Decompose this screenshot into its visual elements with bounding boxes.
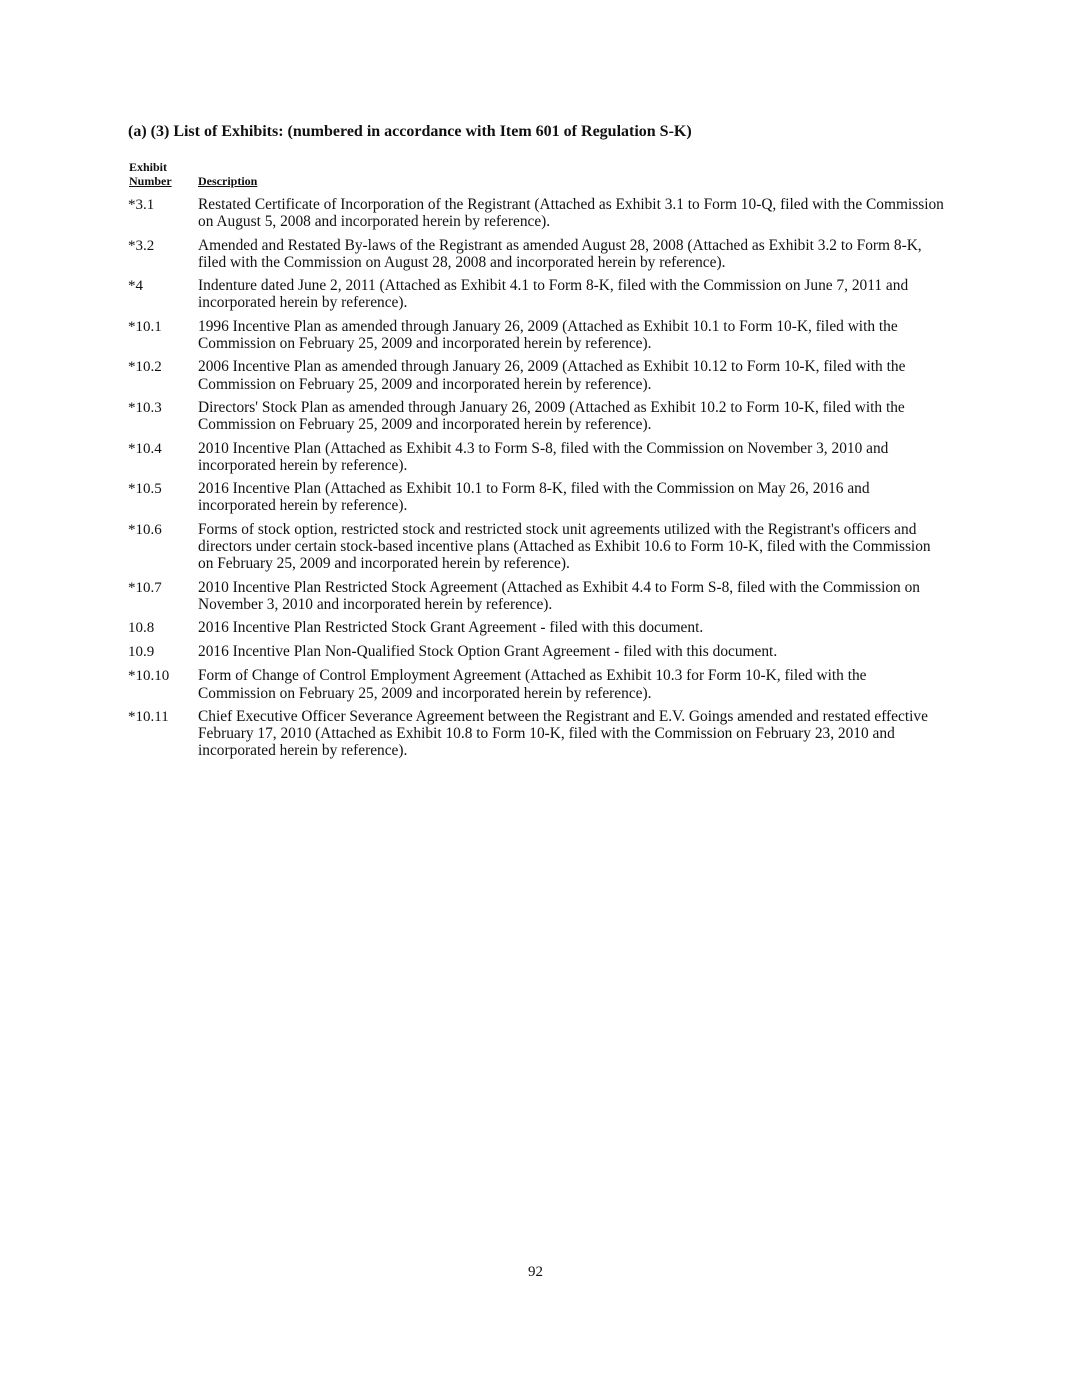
exhibit-row xyxy=(128,277,948,312)
exhibit-number: *10.11 xyxy=(128,708,169,725)
exhibit-number: *10.3 xyxy=(128,399,162,416)
exhibit-description: 2010 Incentive Plan Restricted Stock Agreement (Attached as Exhibit 4.4 to Form S-8, filed with the Commission on November 3, 2010 and incorporated herein by reference). xyxy=(198,578,920,613)
exhibit-number: *4 xyxy=(128,278,143,295)
exhibit-row xyxy=(128,579,948,614)
exhibit-number: *10.2 xyxy=(128,359,162,376)
exhibit-number: *3.2 xyxy=(128,237,155,254)
exhibit-number: 10.9 xyxy=(128,644,155,661)
exhibit-row xyxy=(128,440,948,475)
exhibit-row xyxy=(128,358,948,393)
exhibit-row xyxy=(128,196,948,231)
description-column-header: Description xyxy=(198,174,258,188)
exhibit-description: Directors' Stock Plan as amended through January 26, 2009 (Attached as Exhibit 10.2 to Form 10-K, filed with the Commission on February 25, 2009 and incorporated herein by reference). xyxy=(198,398,905,434)
exhibit-row xyxy=(128,667,948,702)
exhibit-description: 2016 Incentive Plan Restricted Stock Grant Agreement - filed with this document. xyxy=(198,619,704,637)
exhibit-description: Indenture dated June 2, 2011 (Attached as Exhibit 4.1 to Form 8-K, filed with the Commission on June 7, 2011 and incorporated herein by reference). xyxy=(198,277,909,312)
column-header-line2: Number xyxy=(129,174,172,188)
exhibit-number: *10.6 xyxy=(128,521,162,538)
exhibit-description: Forms of stock option, restricted stock and restricted stock unit agreements utilized with the Registrant's officers and directors under certain stock-based incentive plans (Attached as Exhibit 10.6 to Form 10-K, filed with the Commission on February 25, 2009 and incorporated herein by reference). xyxy=(198,520,931,573)
exhibit-description: 2016 Incentive Plan (Attached as Exhibit 10.1 to Form 8-K, filed with the Commission on May 26, 2016 and incorporated herein by reference). xyxy=(198,480,870,515)
exhibit-number: *3.1 xyxy=(128,197,155,213)
page-number: 92 xyxy=(528,1264,543,1280)
exhibit-number: *10.4 xyxy=(128,440,162,457)
exhibit-number: *10.10 xyxy=(128,668,170,685)
exhibit-row xyxy=(128,708,948,760)
exhibit-row xyxy=(128,521,948,573)
exhibit-list xyxy=(128,196,948,766)
exhibit-description: Restated Certificate of Incorporation of the Registrant (Attached as Exhibit 3.1 to Form 10-Q, filed with the Commission on August 5, 2008 and incorporated herein by reference). xyxy=(198,196,944,231)
exhibit-number-column-header xyxy=(129,160,185,188)
exhibit-row xyxy=(128,237,948,272)
exhibit-row xyxy=(128,619,948,637)
exhibit-description: 2006 Incentive Plan as amended through January 26, 2009 (Attached as Exhibit 10.12 to Form 10-K, filed with the Commission on February 25, 2009 and incorporated herein by reference). xyxy=(198,358,906,393)
column-header-line1: Exhibit xyxy=(129,160,168,174)
exhibit-number: 10.8 xyxy=(128,620,155,637)
exhibit-row xyxy=(128,643,948,661)
exhibit-number: *10.5 xyxy=(128,481,162,498)
exhibit-description: 1996 Incentive Plan as amended through January 26, 2009 (Attached as Exhibit 10.1 to Form 10-K, filed with the Commission on February 25, 2009 and incorporated herein by reference). xyxy=(198,317,898,353)
section-heading: (a) (3) List of Exhibits: (numbered in accordance with Item 601 of Regulation S-K) xyxy=(128,123,692,140)
exhibit-description: Amended and Restated By-laws of the Registrant as amended August 28, 2008 (Attached as Exhibit 3.2 to Form 8-K, filed with the Commission on August 28, 2008 and incorporated herein by reference). xyxy=(198,236,922,271)
exhibit-number: *10.7 xyxy=(128,579,162,596)
exhibit-description: Chief Executive Officer Severance Agreement between the Registrant and E.V. Goings amended and restated effective February 17, 2010 (Attached as Exhibit 10.8 to Form 10-K, filed with the Commission on February 23, 2010 and incorporated herein by reference). xyxy=(198,707,928,760)
exhibit-row xyxy=(128,480,948,515)
exhibit-description: Form of Change of Control Employment Agreement (Attached as Exhibit 10.3 for Form 10-K, filed with the Commission on February 25, 2009 and incorporated herein by reference). xyxy=(198,667,867,702)
exhibit-row xyxy=(128,399,948,434)
exhibit-row xyxy=(128,318,948,353)
exhibit-number: *10.1 xyxy=(128,318,162,335)
exhibit-description: 2016 Incentive Plan Non-Qualified Stock Option Grant Agreement - filed with this document. xyxy=(198,643,778,661)
exhibit-description: 2010 Incentive Plan (Attached as Exhibit 4.3 to Form S-8, filed with the Commission on November 3, 2010 and incorporated herein by reference). xyxy=(198,439,889,474)
